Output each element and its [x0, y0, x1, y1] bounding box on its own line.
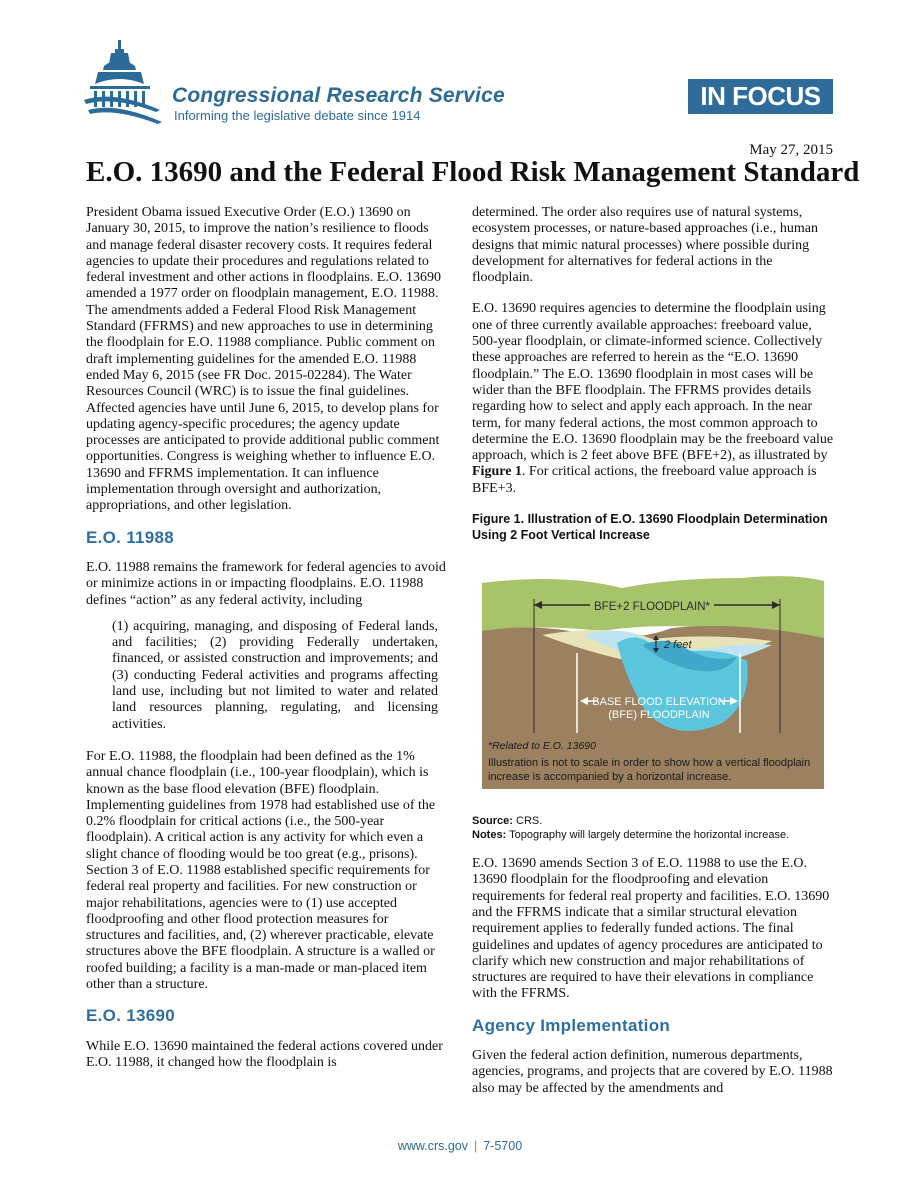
- action-definition-quote: (1) acquiring, managing, and disposing of Federal lands, and facilities; (2) providing Federally undertaken, financed, or assisted construction and improvements; and (3) conducting Federal activities and programs affecting land use, including but not limited to water and related land resources planning, regulating, and licensing activities.: [112, 618, 438, 732]
- footer-code: 7-5700: [483, 1139, 523, 1153]
- floodplain-figure: [472, 553, 834, 806]
- figure-caption: Figure 1. Illustration of E.O. 13690 Floodplain Determination Using 2 Foot Vertical Increase: [472, 512, 828, 542]
- figure-note-line-2: increase is accompanied by a horizontal increase.: [488, 771, 732, 784]
- page-title: E.O. 13690 and the Federal Flood Risk Management Standard: [86, 156, 860, 188]
- org-tagline: Informing the legislative debate since 1914: [174, 108, 421, 123]
- org-name: Congressional Research Service: [172, 84, 505, 107]
- header: [0, 0, 920, 140]
- figure-note-line-1: Illustration is not to scale in order to show how a vertical floodplain: [488, 757, 811, 770]
- footer: [0, 1139, 920, 1153]
- capitol-dome-logo-icon: [84, 36, 166, 128]
- eo-13690-paragraph: While E.O. 13690 maintained the federal actions covered under E.O. 11988, it changed how the floodplain is: [86, 1038, 443, 1070]
- section3-paragraph: E.O. 13690 amends Section 3 of E.O. 11988 to use the E.O. 13690 floodplain for the floodproofing and elevation requirements for federal real property and facilities. E.O. 13690 and the FFRMS indicate that a similar structural elevation requirement applies to federally funded actions. The final guidelines and updates of agency procedures are anticipated to clarify which new construction and major rehabilitations of structures are required to have their elevations in compliance with the FFRMS.: [472, 856, 830, 1002]
- agency-paragraph: Given the federal action definition, numerous departments, agencies, programs, and projects that are covered by E.O. 11988 also may be affected by the amendments and: [472, 1048, 833, 1096]
- footer-url-link[interactable]: www.crs.gov: [397, 1139, 468, 1153]
- intro-paragraph: President Obama issued Executive Order (E.O.) 13690 on January 30, 2015, to improve the nation’s resilience to floods and manage federal disaster recovery costs. It requires federal agencies to update their procedures and regulations related to federal investment and other actions in floodplains. E.O. 13690 amended a 1977 order on floodplain management, E.O. 11988. The amendments added a Federal Flood Risk Management Standard (FFRMS) and new approaches to use in determining the floodplain for E.O. 11988 compliance. Public comment on draft implementing guidelines for the amended E.O. 11988 ended May 6, 2015 (see FR Doc. 2015-02284). The Water Resources Council (WRC) is to issue the final guidelines. Affected agencies have until June 6, 2015, to develop plans for updating agency-specific procedures; the agency update processes are anticipated to provide additional public comment opportunities. Congress is weighing whether to influence E.O. 13690 and FFRMS implementation. It can influence implementation through oversight and authorization, appropriations, and other legislation.: [86, 205, 441, 514]
- eo-11988-paragraph: E.O. 11988 remains the framework for federal agencies to avoid or minimize actions in or impacting floodplains. E.O. 11988 defines “action” as any federal activity, including: [86, 559, 446, 608]
- label-2-feet: 2 feet: [664, 639, 692, 652]
- approaches-paragraph: [472, 301, 834, 497]
- figure-notes: [472, 828, 834, 842]
- label-bfe2-floodplain: BFE+2 FLOODPLAIN*: [594, 601, 710, 614]
- notes-label: Notes:: [472, 829, 507, 842]
- figure-reference: Figure 1: [472, 464, 522, 480]
- figure-footnote: *Related to E.O. 13690: [488, 740, 596, 753]
- continued-paragraph: determined. The order also requires use of natural systems, ecosystem processes, or nature-based approaches (i.e., human designs that mimic natural processes) where possible during development for alternatives for federal actions in the floodplain.: [472, 205, 818, 286]
- approaches-text-end: . For critical actions, the freeboard value approach is BFE+3.: [472, 464, 817, 496]
- approaches-text: E.O. 13690 requires agencies to determine the floodplain using one of three currently available approaches: freeboard value, 500-year floodplain, or climate-informed science. Collectively these approaches are referred to herein as the “E.O. 13690 floodplain.” The E.O. 13690 floodplain in most cases will be wider than the BFE floodplain. The FFRMS provides details regarding how to select and apply each approach. In the near term, for many federal actions, the most common approach to determine the E.O. 13690 floodplain may be the freeboard value approach, which is 2 feet above BFE (BFE+2), as illustrated by: [472, 301, 834, 464]
- heading-eo-11988: E.O. 11988: [86, 527, 175, 547]
- floodplain-definition-paragraph: For E.O. 11988, the floodplain had been defined as the 1% annual chance floodplain (i.e., 100-year floodplain), which is known as the base flood elevation (BFE) floodplain. Implementing guidelines from 1978 had established use of the 0.2% floodplain for critical actions (i.e., the 500-year floodplain). A critical action is any activity for which even a slight chance of flooding would be too great (e.g., prisons). Section 3 of E.O. 11988 established specific requirements for federal real property and facilities. For new construction or major rehabilitations, agencies were to (1) use accepted floodproofing and other flood protection measures for structures and facilities, and, (2) wherever practicable, elevate structures above the BFE floodplain. A structure is a walled or roofed building; a facility is a man-made or man-placed item other than a structure.: [86, 748, 436, 993]
- heading-agency-implementation: Agency Implementation: [472, 1015, 671, 1035]
- in-focus-badge: IN FOCUS: [688, 79, 833, 114]
- right-column: [472, 205, 834, 1112]
- label-base-flood-elevation: BASE FLOOD ELEVATION: [592, 696, 726, 709]
- left-column: [86, 205, 446, 1086]
- heading-eo-13690: E.O. 13690: [86, 1006, 176, 1026]
- source-label: Source:: [472, 815, 513, 828]
- label-bfe-floodplain: (BFE) FLOODPLAIN: [608, 709, 710, 722]
- source-text: CRS.: [516, 815, 543, 828]
- figure-source: [472, 814, 834, 828]
- notes-text: Topography will largely determine the horizontal increase.: [509, 829, 790, 842]
- publication-date: May 27, 2015: [749, 142, 833, 158]
- floodplain-illustration: [472, 553, 834, 806]
- footer-separator: |: [473, 1139, 478, 1153]
